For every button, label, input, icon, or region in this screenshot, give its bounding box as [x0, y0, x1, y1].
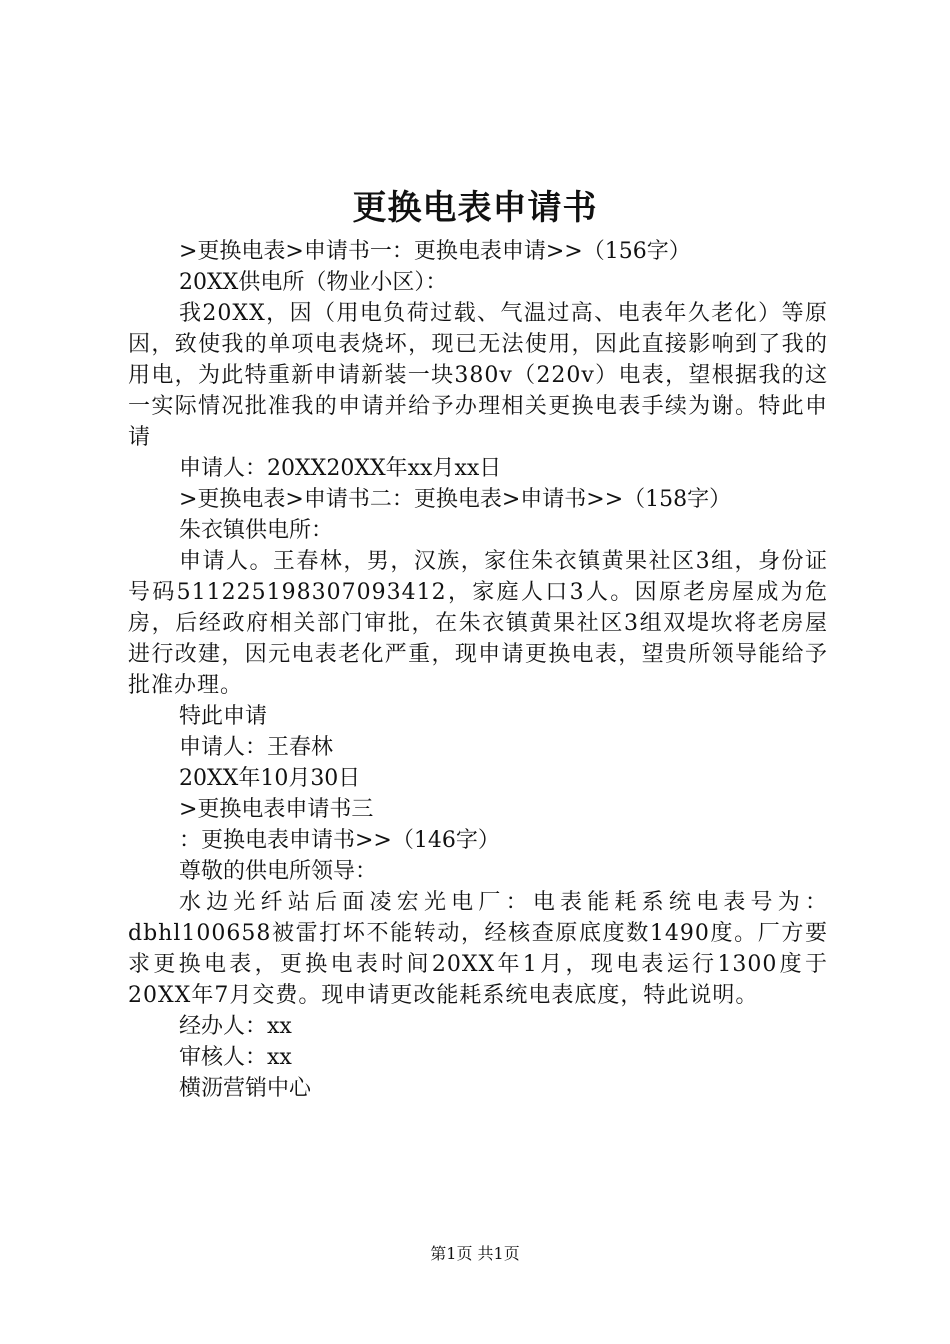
- salutation-1: 20XX供电所（物业小区）：: [179, 270, 448, 295]
- signature-1: 申请人：20XX20XX年xx月xx日: [179, 456, 502, 481]
- paragraph-2: 申请人。王春林，男，汉族，家住朱衣镇黄果社区3组，身份证号码511225198307093412，家庭人口3人。因原老房屋成为危房，后经政府相关部门审批，在朱衣镇黄果社区3组双堤坎将老房屋进行改建，因元电表老化严重，现申请更换电表，望贵所领导能给予批准办理。: [128, 549, 828, 698]
- document-body: [128, 236, 828, 1104]
- section-heading-3: >更换电表申请书三: [179, 797, 374, 822]
- section-heading-3-cont: ：更换电表申请书>>（146字）: [179, 828, 500, 853]
- organization-line: 横沥营销中心: [179, 1076, 312, 1101]
- handler-line: 经办人：xx: [179, 1014, 292, 1039]
- section-heading-2: >更换电表>申请书二：更换电表>申请书>>（158字）: [179, 487, 732, 512]
- salutation-3: 尊敬的供电所领导：: [179, 859, 378, 884]
- section-heading-1: >更换电表>申请书一：更换电表申请>>（156字）: [179, 239, 691, 264]
- paragraph-3: 水边光纤站后面凌宏光电厂：电表能耗系统电表号为：dbhl100658被雷打坏不能转动，经核查原底度数1490度。厂方要求更换电表，更换电表时间20XX年1月，现电表运行1300度于20XX年7月交费。现申请更改能耗系统电表底度，特此说明。: [128, 890, 828, 1008]
- closing-2: 特此申请: [179, 704, 268, 729]
- signature-2: 申请人：王春林: [179, 735, 334, 760]
- paragraph-1: 我20XX，因（用电负荷过载、气温过高、电表年久老化）等原因，致使我的单项电表烧坏，现已无法使用，因此直接影响到了我的用电，为此特重新申请新装一块380v（220v）电表，望根据我的这一实际情况批准我的申请并给予办理相关更换电表手续为谢。特此申请: [128, 301, 828, 450]
- reviewer-line: 审核人：xx: [179, 1045, 292, 1070]
- page-footer: 第1页 共1页: [430, 1244, 520, 1263]
- document-title: 更换电表申请书: [352, 188, 598, 228]
- salutation-2: 朱衣镇供电所：: [179, 518, 334, 543]
- date-2: 20XX年10月30日: [179, 766, 361, 791]
